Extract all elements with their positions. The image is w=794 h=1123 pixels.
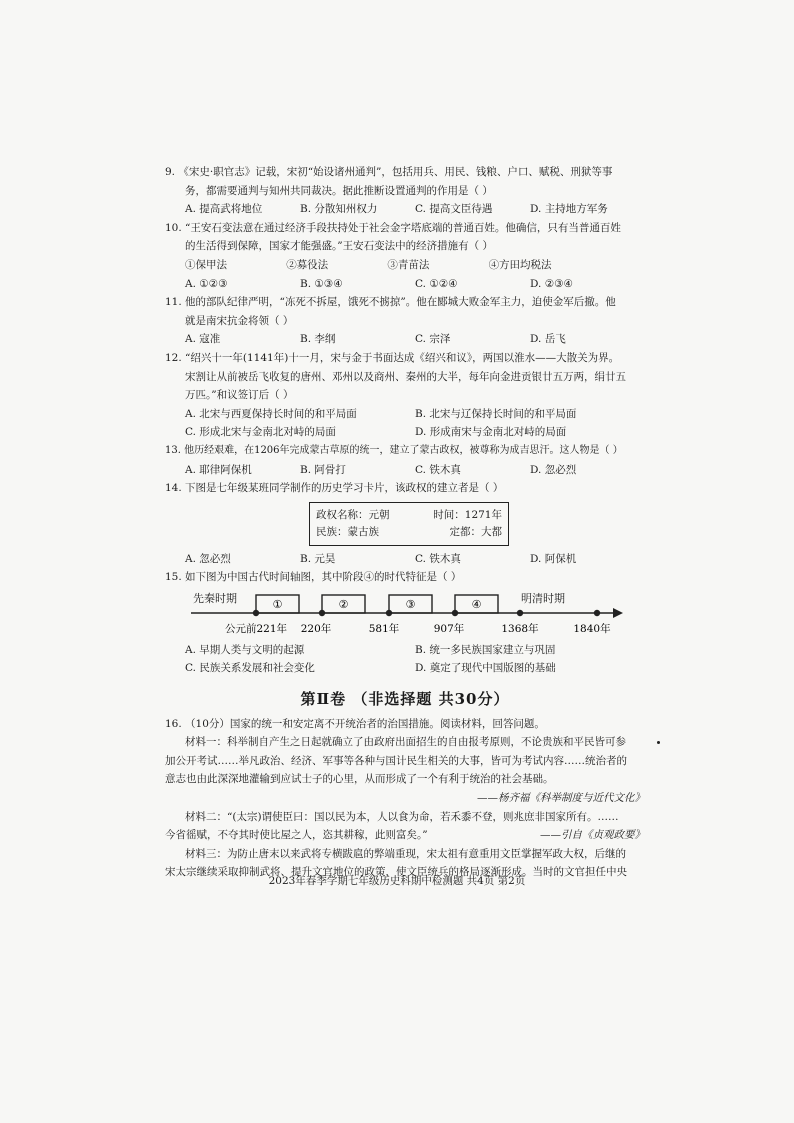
timeline-tick-6: 1840年 (573, 622, 611, 635)
q16-material2-line1: 材料二：“(太宗)谓使臣曰：国以民为本，人以食为命，若禾黍不登，则兆庶非国家所有。…… (185, 810, 619, 823)
timeline-tick-3: 581年 (368, 622, 400, 635)
q10-item-1: ①保甲法 (185, 258, 227, 271)
timeline-diagram (165, 589, 645, 641)
timeline-arrow (613, 608, 623, 618)
q14-stem: 14. 下图是七年级某班同学制作的历史学习卡片，该政权的建立者是（ ） (165, 482, 504, 495)
q12-stem-line3: 万匹。”和议签订后（ ） (185, 389, 294, 402)
timeline-right-label: 明清时期 (521, 591, 565, 605)
q12-option-a[interactable]: A. 北宋与西夏保持长时间的和平局面 (185, 407, 357, 420)
question-9 (165, 163, 645, 219)
q10-item-4: ④方田均税法 (488, 258, 552, 271)
q9-stem-line2: 务，都需要通判与知州共同裁决。据此推断设置通判的作用是（ ） (185, 184, 493, 197)
q13-option-b[interactable]: B. 阿骨打 (300, 463, 346, 476)
timeline-box-1-label: ① (272, 597, 283, 611)
q15-option-b[interactable]: B. 统一多民族国家建立与巩固 (415, 643, 556, 656)
question-13 (165, 442, 645, 479)
question-16 (165, 715, 645, 882)
q16-material2-line2-row (165, 826, 645, 845)
q10-option-c[interactable]: C. ①②④ (415, 277, 458, 290)
q16-material1-line2: 加公开考试……举凡政治、经济、军事等各种与国计民生相关的大事，皆可为考试内容……统治者的 (165, 754, 627, 767)
q11-option-b[interactable]: B. 李纲 (300, 333, 336, 346)
q9-option-d[interactable]: D. 主持地方军务 (530, 203, 608, 216)
timeline-tick-1: 公元前221年 (224, 622, 288, 635)
question-content (165, 163, 645, 882)
history-card (309, 502, 509, 546)
q16-stem: 16. （10分）国家的统一和安定离不开统治者的治国措施。阅读材料，回答问题。 (165, 717, 545, 730)
q10-options (165, 275, 645, 294)
q12-option-c[interactable]: C. 形成北宋与金南北对峙的局面 (185, 426, 336, 439)
timeline-tick-4: 907年 (433, 622, 465, 635)
q15-stem: 15. 如下图为中国古代时间轴图，其中阶段④的时代特征是（ ） (165, 571, 462, 584)
q9-stem-line1: 9. 《宋史·职官志》记载，宋初“始设诸州通判”，包括用兵、用民、钱粮、户口、赋税、刑狱等事 (165, 166, 613, 178)
question-11 (165, 293, 645, 349)
q16-material2-line2: 今省徭赋，不夺其时使比屋之人，恣其耕稼，此则富矣。” (165, 829, 428, 842)
q16-material1-source: ——杨齐福《科举制度与近代文化》 (477, 792, 645, 805)
q13-stem: 13. 他历经艰难，在1206年完成蒙古草原的统一，建立了蒙古政权，被尊称为成吉思汗。这人物是（ ） (165, 444, 623, 456)
q14-option-b[interactable]: B. 元昊 (300, 552, 336, 565)
q11-options (165, 330, 645, 349)
q10-option-a[interactable]: A. ①②③ (185, 277, 228, 290)
q9-option-c[interactable]: C. 提高文臣待遇 (415, 203, 493, 216)
question-15 (165, 568, 645, 678)
q15-option-a[interactable]: A. 早期人类与文明的起源 (185, 643, 305, 656)
timeline-svg (189, 589, 629, 641)
q9-options (165, 200, 645, 219)
timeline-tick-2: 220年 (300, 622, 332, 635)
q14-option-a[interactable]: A. 忽必烈 (185, 552, 231, 565)
q15-options-row1 (165, 641, 645, 660)
timeline-box-4-label: ④ (471, 597, 482, 611)
q11-option-a[interactable]: A. 寇准 (185, 333, 221, 346)
q11-option-d[interactable]: D. 岳飞 (530, 333, 566, 346)
q16-material3-line2: 宋太宗继续采取抑制武将、提升文官地位的政策，使文臣统兵的格局逐渐形成。当时的文官担任中央 (165, 866, 627, 879)
q15-option-c[interactable]: C. 民族关系发展和社会变化 (185, 662, 315, 675)
section-2-title: 第Ⅱ卷 （非选择题 共30分） (300, 690, 510, 709)
q16-material1-line3: 意志也由此深深地灌输到应试士子的心里，从而形成了一个有利于统治的社会基础。 (165, 773, 554, 786)
q12-option-d[interactable]: D. 形成南宋与金南北对峙的局面 (415, 426, 567, 439)
q13-option-c[interactable]: C. 铁木真 (415, 463, 461, 476)
timeline-box-3-label: ③ (405, 597, 416, 611)
timeline-dot-5 (517, 610, 523, 616)
q14-options (165, 550, 645, 569)
q10-items (165, 256, 645, 275)
question-12 (165, 349, 645, 442)
q10-stem-line1: 10. “王安石变法意在通过经济手段扶持处于社会金字塔底端的普通百姓。他确信，只有当普通百姓 (165, 221, 621, 234)
q9-option-b[interactable]: B. 分散知州权力 (300, 203, 378, 216)
timeline-left-label: 先秦时期 (193, 591, 237, 605)
q12-options-row1 (165, 405, 645, 424)
q11-stem-line2: 就是南宋抗金将领（ ） (185, 314, 294, 327)
q10-option-b[interactable]: B. ①③④ (300, 277, 343, 290)
question-10 (165, 219, 645, 293)
card-capital: 定都：大都 (449, 525, 502, 538)
timeline-dot-3 (386, 610, 392, 616)
q12-options-row2 (165, 423, 645, 442)
timeline-dot-2 (319, 610, 325, 616)
q12-stem-line1: 12. “绍兴十一年(1141年)十一月，宋与金于书面达成《绍兴和议》，两国以淮水——大散关为界。 (165, 351, 620, 364)
q12-option-b[interactable]: B. 北宋与辽保持长时间的和平局面 (415, 407, 577, 420)
q10-option-d[interactable]: D. ②③④ (530, 277, 573, 290)
q14-option-c[interactable]: C. 铁木真 (415, 552, 461, 565)
q13-options (165, 461, 645, 480)
timeline-tick-5: 1368年 (501, 622, 539, 635)
card-regime-name: 政权名称：元朝 (316, 508, 390, 521)
card-nation: 民族：蒙古族 (316, 525, 379, 538)
page-footer: 2023年春季学期七年级历史科期中检测题 共4页 第2页 (268, 875, 526, 887)
q16-material3-line1: 材料三：为防止唐末以来武将专横跋扈的弊端重现，宋太祖有意重用文臣掌握军政大权，后继的 (185, 847, 626, 860)
q10-item-3: ③青苗法 (387, 258, 430, 271)
card-time: 时间：1271年 (433, 508, 502, 521)
q16-material1-line1: 材料一：科举制自产生之日起就确立了由政府出面招生的自由报考原则，不论贵族和平民皆可参 (185, 736, 626, 749)
q13-option-d[interactable]: D. 忽必烈 (530, 463, 577, 476)
q16-material2-source: ——引自《贞观政要》 (540, 829, 645, 842)
question-14 (165, 479, 645, 568)
history-card-wrap (309, 502, 645, 546)
q11-option-c[interactable]: C. 宗泽 (415, 333, 451, 346)
q13-option-a[interactable]: A. 耶律阿保机 (185, 463, 252, 476)
q12-stem-line2: 宋割让从前被岳飞收复的唐州、邓州以及商州、秦州的大半，每年向金进贡银廿五万两，绢廿五 (185, 370, 626, 383)
q14-option-d[interactable]: D. 阿保机 (530, 552, 577, 565)
q10-stem-line2: 的生活得到保障，国家才能强盛。”王安石变法中的经济措施有（ ） (185, 240, 493, 253)
timeline-dot-1 (253, 610, 259, 616)
scan-speck (657, 741, 660, 744)
timeline-dot-6 (594, 610, 600, 616)
q15-options-row2 (165, 659, 645, 678)
q10-item-2: ②募役法 (286, 258, 329, 271)
timeline-dot-4 (452, 610, 458, 616)
q15-option-d[interactable]: D. 奠定了现代中国版图的基础 (415, 662, 556, 675)
q11-stem-line1: 11. 他的部队纪律严明，“冻死不拆屋，饿死不掳掠”。他在郾城大败金军主力，迫使金军后撤。他 (165, 296, 616, 309)
q9-option-a[interactable]: A. 提高武将地位 (185, 203, 263, 216)
timeline-box-2-label: ② (338, 597, 349, 611)
